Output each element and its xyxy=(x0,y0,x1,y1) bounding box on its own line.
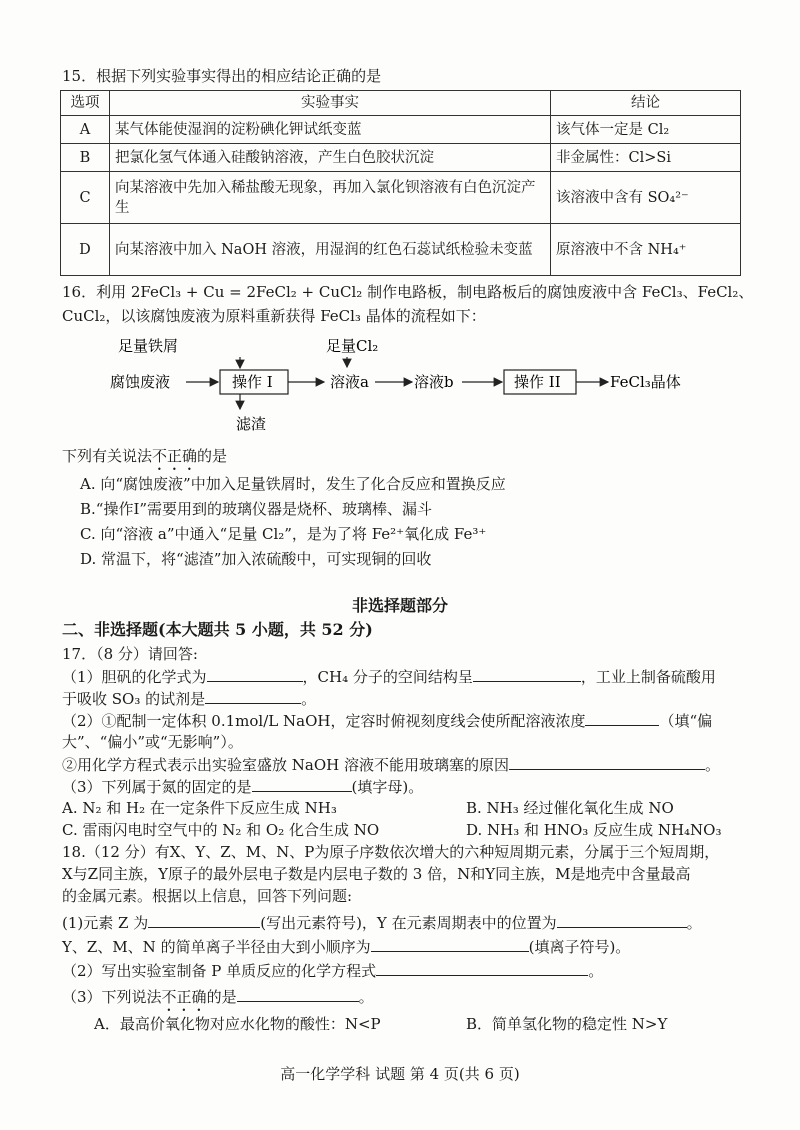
row-option: C xyxy=(61,172,110,224)
flow-diagram xyxy=(0,325,800,440)
answer-blank[interactable] xyxy=(252,776,352,792)
header-fact: 实验事实 xyxy=(110,91,551,116)
q18-option-a: A．最高价氧化物对应水化物的酸性：N<P xyxy=(94,1015,381,1033)
flow-start: 腐蚀废液 xyxy=(110,373,171,391)
q18-part3 xyxy=(62,986,374,1015)
text: （2）写出实验室制备 P 单质反应的化学方程式 xyxy=(62,962,377,980)
row-conclusion: 原溶液中不含 NH₄⁺ xyxy=(551,224,741,276)
emphasis-not-correct: 不正确 xyxy=(152,447,198,465)
op2-label: 操作 II xyxy=(514,373,561,391)
reagent-chlorine: 足量Cl₂ xyxy=(326,337,379,355)
row-fact: 向某溶液中加入 NaOH 溶液，用湿润的红色石蕊试纸检验未变蓝 xyxy=(110,224,551,276)
text: 。 xyxy=(358,988,374,1006)
table-header-row xyxy=(61,91,741,116)
text: （3）下列属于氮的固定的是 xyxy=(62,778,252,796)
text: 的是 xyxy=(206,988,237,1006)
q18-part1 xyxy=(62,912,702,933)
prompt-text: 下列有关说法 xyxy=(62,447,153,465)
q18-option-b: B．简单氢化物的稳定性 N>Y xyxy=(466,1015,668,1033)
answer-blank[interactable] xyxy=(371,936,529,952)
text: (填字母)。 xyxy=(351,778,424,796)
text: (填离子符号)。 xyxy=(528,938,631,956)
row-fact: 某气体能使湿润的淀粉碘化钾试纸变蓝 xyxy=(110,116,551,144)
table-row xyxy=(61,172,741,224)
page-footer: 高一化学学科 试题 第 4 页(共 6 页) xyxy=(280,1065,520,1083)
q17-option-c: C. 雷雨闪电时空气中的 N₂ 和 O₂ 化合生成 NO xyxy=(62,821,380,839)
answer-blank[interactable] xyxy=(585,710,659,726)
product-label: FeCl₃晶体 xyxy=(610,373,681,391)
op1-label: 操作 I xyxy=(232,373,273,391)
q17-option-b: B. NH₃ 经过催化氧化生成 NO xyxy=(466,799,674,817)
row-fact: 向某溶液中先加入稀盐酸无现象，再加入氯化钡溶液有白色沉淀产生 xyxy=(110,172,551,224)
section-heading: 二、非选择题(本大题共 5 小题，共 52 分) xyxy=(62,620,373,639)
text: (1)元素 Z 为 xyxy=(62,914,149,932)
row-conclusion: 非金属性：Cl>Si xyxy=(551,144,741,172)
header-conclusion: 结论 xyxy=(551,91,741,116)
residue-label: 滤渣 xyxy=(236,415,267,433)
text: （填“偏 xyxy=(659,712,713,730)
text: Y、Z、M、N 的简单离子半径由大到小顺序为 xyxy=(62,938,371,956)
q16-stem-line2: CuCl₂，以该腐蚀废液为原料重新获得 FeCl₃ 晶体的流程如下： xyxy=(62,307,486,325)
header-option: 选项 xyxy=(61,91,110,116)
q16-stem-line1: 16．利用 2FeCl₃ + Cu = 2FeCl₂ + CuCl₂ 制作电路板，制电路板后的腐蚀废液中含 FeCl₃、FeCl₂、 xyxy=(62,283,754,301)
text: (写出元素符号)，Y 在元素周期表中的位置为 xyxy=(260,914,557,932)
row-option: A xyxy=(61,116,110,144)
q18-part2 xyxy=(62,960,603,981)
section-title: 非选择题部分 xyxy=(351,596,448,615)
text: 。 xyxy=(301,690,317,708)
text: ，工业上制备硫酸用 xyxy=(580,668,716,686)
text: ，CH₄ 分子的空间结构呈 xyxy=(302,668,473,686)
prompt-text: 的是 xyxy=(197,447,228,465)
table-row xyxy=(61,144,741,172)
q16-option-c: C. 向“溶液 a”中通入“足量 Cl₂”，是为了将 Fe²⁺氧化成 Fe³⁺ xyxy=(80,525,487,543)
q18-stem-line1: 18.（12 分）有X、Y、Z、M、N、P为原子序数依次增大的六种短周期元素，分属于三个短周期， xyxy=(62,843,720,861)
text: （2）①配制一定体积 0.1mol/L NaOH，定容时俯视刻度线会使所配溶液浓度 xyxy=(62,712,586,730)
text: 。 xyxy=(588,962,604,980)
q15-stem: 15．根据下列实验事实得出的相应结论正确的是 xyxy=(62,67,382,85)
text: ②用化学方程式表示出实验室盛放 NaOH 溶液不能用玻璃塞的原因 xyxy=(62,756,509,774)
row-fact: 把氯化氢气体通入硅酸钠溶液，产生白色胶状沉淀 xyxy=(110,144,551,172)
table-row xyxy=(61,224,741,276)
text: 。 xyxy=(686,914,702,932)
q17-part2-cont: 大”、“偏小”或“无影响”）。 xyxy=(62,733,243,751)
q18-part1-cont xyxy=(62,936,630,957)
row-option: B xyxy=(61,144,110,172)
emphasis-not-correct: 不正确 xyxy=(161,988,207,1006)
solution-a: 溶液a xyxy=(330,373,369,391)
answer-blank[interactable] xyxy=(509,754,705,770)
q17-option-a: A. N₂ 和 H₂ 在一定条件下反应生成 NH₃ xyxy=(62,799,337,817)
q17-part1 xyxy=(62,666,716,687)
q18-stem-line3: 的金属元素。根据以上信息，回答下列问题: xyxy=(62,887,353,905)
text: 。 xyxy=(705,756,721,774)
q17-part2 xyxy=(62,710,712,731)
answer-blank[interactable] xyxy=(237,986,359,1002)
q16-option-a: A. 向“腐蚀废液”中加入足量铁屑时，发生了化合反应和置换反应 xyxy=(80,475,506,493)
q17-option-d: D. NH₃ 和 HNO₃ 反应生成 NH₄NO₃ xyxy=(466,821,722,839)
q17-part1-cont xyxy=(62,688,316,709)
answer-blank[interactable] xyxy=(205,688,301,704)
answer-blank[interactable] xyxy=(473,666,581,682)
q16-prompt xyxy=(62,446,227,474)
text: （3）下列说法 xyxy=(62,988,162,1006)
row-option: D xyxy=(61,224,110,276)
row-conclusion: 该气体一定是 Cl₂ xyxy=(551,116,741,144)
q17-part2-b xyxy=(62,754,720,775)
row-conclusion: 该溶液中含有 SO₄²⁻ xyxy=(551,172,741,224)
answer-blank[interactable] xyxy=(376,960,588,976)
q16-option-d: D. 常温下，将“滤渣”加入浓硫酸中，可实现铜的回收 xyxy=(80,550,432,568)
q17-stem: 17．（8 分）请回答: xyxy=(62,645,198,663)
answer-blank[interactable] xyxy=(148,912,260,928)
q15-table xyxy=(60,90,741,276)
table-row xyxy=(61,116,741,144)
reagent-iron: 足量铁屑 xyxy=(118,337,179,355)
text: （1）胆矾的化学式为 xyxy=(62,668,207,686)
q16-option-b: B.“操作I”需要用到的玻璃仪器是烧杯、玻璃棒、漏斗 xyxy=(80,500,433,518)
solution-b: 溶液b xyxy=(414,373,454,391)
q17-part3 xyxy=(62,776,423,797)
text: 于吸收 SO₃ 的试剂是 xyxy=(62,690,206,708)
answer-blank[interactable] xyxy=(557,912,687,928)
q18-stem-line2: X与Z同主族，Y原子的最外层电子数是内层电子数的 3 倍，N和Y同主族，M是地壳中含量最高 xyxy=(62,865,691,883)
answer-blank[interactable] xyxy=(207,666,303,682)
